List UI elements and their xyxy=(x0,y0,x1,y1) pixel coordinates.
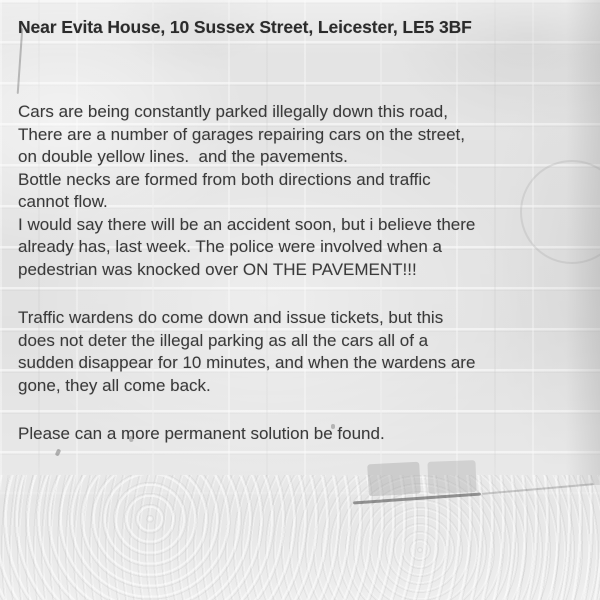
report-paragraph xyxy=(18,307,592,397)
report-line: I would say there will be an accident soon, but i believe there xyxy=(18,214,476,234)
report-line: cannot flow. xyxy=(18,192,108,211)
report-line: Please can a more permanent solution be found. xyxy=(18,424,385,443)
report-line: does not deter the illegal parking as all the cars all of a xyxy=(18,330,429,350)
report-line: Cars are being constantly parked illegally down this road, xyxy=(18,102,448,121)
report-line: Traffic wardens do come down and issue tickets, but this xyxy=(18,308,444,327)
report-location-title: Near Evita House, 10 Sussex Street, Leicester, LE5 3BF xyxy=(18,17,472,37)
report-description xyxy=(18,101,592,472)
ground-rubble-texture xyxy=(0,475,600,600)
report-line: Bottle necks are formed from both directions and traffic xyxy=(18,169,431,189)
report-line: pedestrian was knocked over ON THE PAVEMENT!!! xyxy=(18,259,417,279)
report-line: sudden disappear for 10 minutes, and when the wardens are xyxy=(18,353,476,372)
report-line: gone, they all come back. xyxy=(18,375,211,395)
report-line: There are a number of garages repairing cars on the street, xyxy=(18,124,465,144)
report-paragraph xyxy=(18,423,592,446)
report-line: already has, last week. The police were involved when a xyxy=(18,237,442,256)
report-paragraph xyxy=(18,101,592,281)
report-line: on double yellow lines. and the pavements. xyxy=(18,147,348,166)
